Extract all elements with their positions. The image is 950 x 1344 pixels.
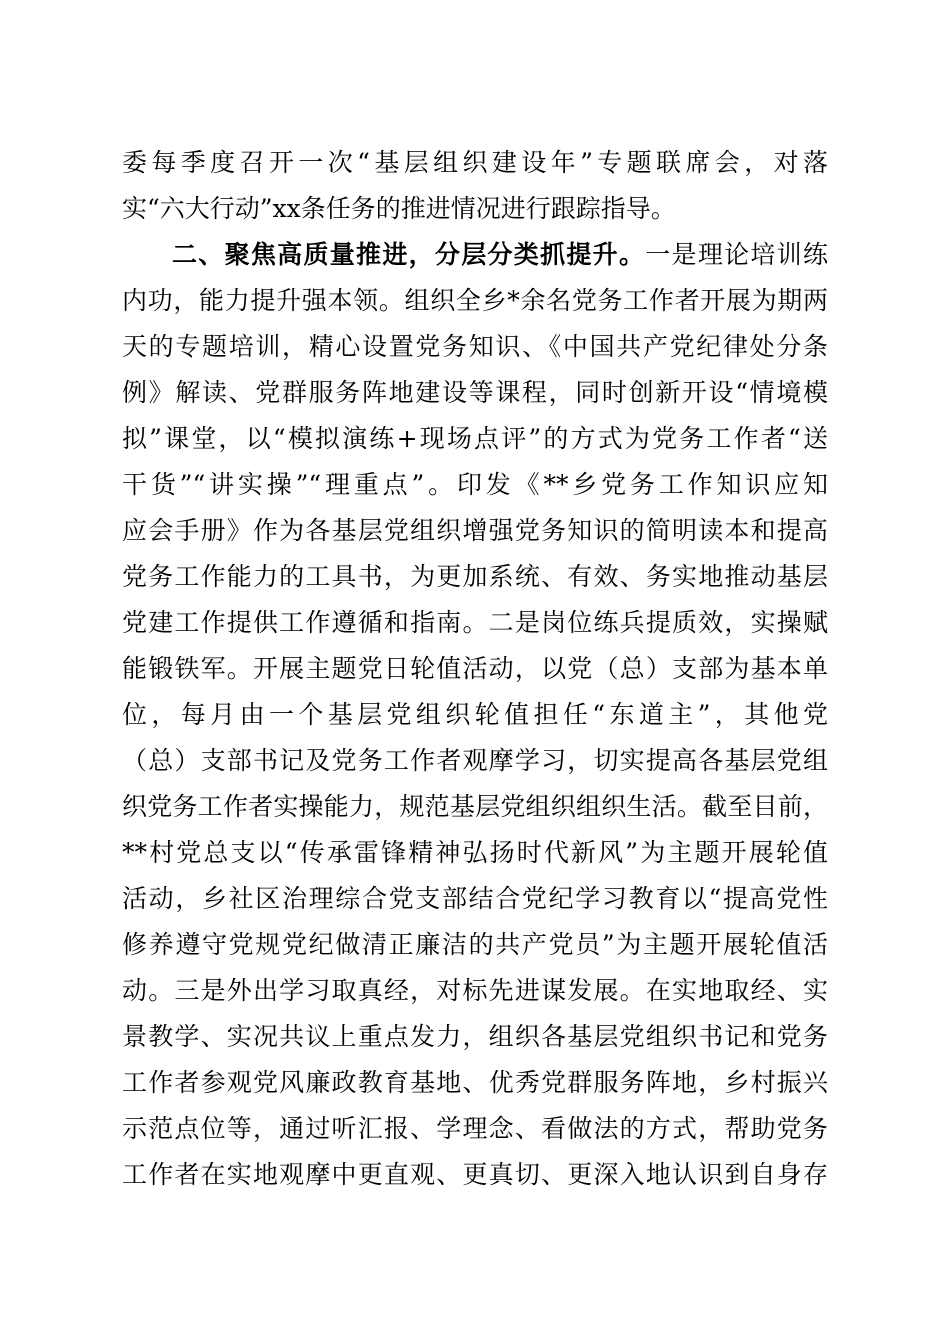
text-line-19: 动。三是外出学习取真经，对标先进谋发展。在实地取经、实 [122, 976, 828, 1005]
text-line-2: 实“六大行动”xx条任务的推进情况进行跟踪指导。 [122, 194, 676, 223]
text-line-7: 拟”课堂，以“模拟演练+现场点评”的方式为党务工作者“送 [122, 424, 828, 453]
text-line-16: **村党总支以“传承雷锋精神弘扬时代新风”为主题开展轮值 [122, 838, 828, 867]
text-line-1: 委每季度召开一次“基层组织建设年”专题联席会，对落 [122, 148, 828, 177]
text-line-11: 党建工作提供工作遵循和指南。二是岗位练兵提质效，实操赋 [122, 608, 828, 637]
text-line-9: 应会手册》作为各基层党组织增强党务知识的简明读本和提高 [122, 516, 828, 545]
section-first-line-text: 一是理论培训练 [645, 240, 828, 269]
text-line-12: 能锻铁军。开展主题党日轮值活动，以党（总）支部为基本单 [122, 654, 828, 683]
text-line-13: 位，每月由一个基层党组织轮值担任“东道主”，其他党 [122, 700, 828, 729]
text-line-18: 修养遵守党规党纪做清正廉洁的共产党员”为主题开展轮值活 [122, 930, 828, 959]
text-line-21: 工作者参观党风廉政教育基地、优秀党群服务阵地，乡村振兴 [122, 1068, 828, 1097]
text-line-5: 天的专题培训，精心设置党务知识、《中国共产党纪律处分条 [122, 332, 828, 361]
text-line-17: 活动，乡社区治理综合党支部结合党纪学习教育以“提高党性 [122, 884, 828, 913]
section-heading: 二、聚焦高质量推进，分层分类抓提升。 [172, 240, 646, 269]
text-line-23: 工作者在实地观摩中更直观、更真切、更深入地认识到自身存 [122, 1160, 828, 1189]
text-line-8: 干货”“讲实操”“理重点”。印发《**乡党务工作知识应知 [122, 470, 828, 499]
text-line-4: 内功，能力提升强本领。组织全乡*余名党务工作者开展为期两 [122, 286, 828, 315]
text-line-22: 示范点位等，通过听汇报、学理念、看做法的方式，帮助党务 [122, 1114, 828, 1143]
text-line-6: 例》解读、党群服务阵地建设等课程，同时创新开设“情境模 [122, 378, 828, 407]
section-first-line [172, 235, 828, 275]
text-line-14: （总）支部书记及党务工作者观摩学习，切实提高各基层党组 [122, 746, 828, 775]
text-line-10: 党务工作能力的工具书，为更加系统、有效、务实地推动基层 [122, 562, 828, 591]
text-line-15: 织党务工作者实操能力，规范基层党组织组织生活。截至目前， [122, 792, 828, 821]
text-line-20: 景教学、实况共议上重点发力，组织各基层党组织书记和党务 [122, 1022, 828, 1051]
